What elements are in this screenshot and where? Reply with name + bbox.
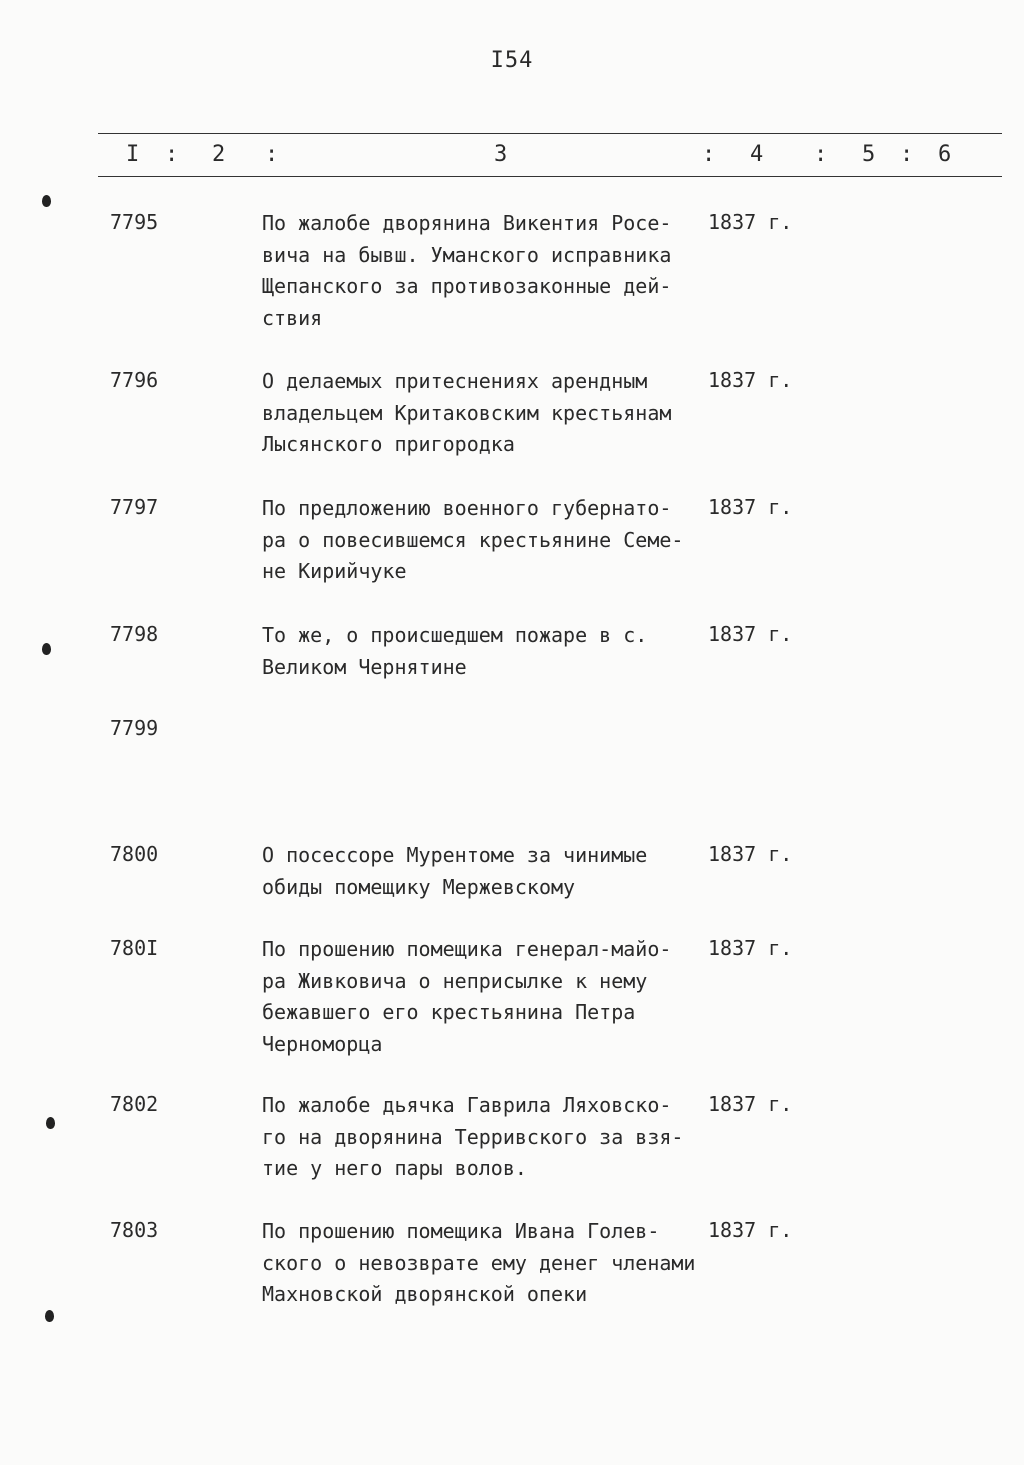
entry-description: То же, о происшедшем пожаре в с. Великом Чернятине — [262, 623, 648, 679]
page-number: I54 — [490, 48, 534, 73]
entry-description: О делаемых притеснениях арендным владельцем Критаковским крестьянам Лысянского пригородка — [262, 369, 672, 456]
entry-description: О посессоре Мурентоме за чинимые обиды помещику Мержевскому — [262, 843, 648, 899]
entry-number: 7802 — [110, 1092, 159, 1116]
entry-description: По прошению помещика Ивана Голев- ского о невозврате ему денег членами Махновской дворянской опеки — [262, 1219, 696, 1306]
header-sep: : — [814, 142, 828, 167]
header-sep: : — [165, 142, 179, 167]
header-col-2: 2 — [212, 142, 226, 167]
punch-hole-mark — [42, 195, 51, 207]
entry-year: 1837 г. — [708, 936, 793, 960]
entry-description: По прошению помещика генерал-майо- ра Живковича о неприсылке к нему бежавшего его крестьянина Петра Черноморца — [262, 937, 672, 1056]
header-sep: : — [900, 142, 914, 167]
header-col-6: 6 — [938, 142, 952, 167]
header-sep: : — [265, 142, 279, 167]
header-col-1: I — [126, 142, 140, 167]
entry-year: 1837 г. — [708, 368, 793, 392]
entry-number: 7798 — [110, 622, 159, 646]
entry-number: 7803 — [110, 1218, 159, 1242]
entry-number: 7797 — [110, 495, 159, 519]
entry-description: По жалобе дворянина Викентия Росе- вича на бывш. Уманского исправника Щепанского за противозаконные дей- ствия — [262, 211, 672, 330]
header-col-3: 3 — [494, 142, 508, 167]
entry-description: По предложению военного губернато- ра о повесившемся крестьянине Семе- не Кирийчуке — [262, 496, 684, 583]
entry-year: 1837 г. — [708, 495, 793, 519]
entry-number: 780I — [110, 936, 159, 960]
header-rule-bottom — [98, 176, 1002, 177]
entry-number: 7800 — [110, 842, 159, 866]
entry-description: По жалобе дьячка Гаврила Ляховско- го на дворянина Терривского за взя- тие у него пары волов. — [262, 1093, 684, 1180]
entry-year: 1837 г. — [708, 1092, 793, 1116]
punch-hole-mark — [46, 1117, 55, 1129]
entry-year: 1837 г. — [708, 622, 793, 646]
entry-year: 1837 г. — [708, 842, 793, 866]
entry-number: 7796 — [110, 368, 159, 392]
entry-number: 7799 — [110, 716, 159, 740]
header-col-5: 5 — [862, 142, 876, 167]
entry-year: 1837 г. — [708, 210, 793, 234]
header-sep: : — [702, 142, 716, 167]
punch-hole-mark — [45, 1310, 54, 1322]
header-rule-top — [98, 133, 1002, 134]
entry-number: 7795 — [110, 210, 159, 234]
header-col-4: 4 — [750, 142, 764, 167]
entry-year: 1837 г. — [708, 1218, 793, 1242]
punch-hole-mark — [42, 643, 51, 655]
